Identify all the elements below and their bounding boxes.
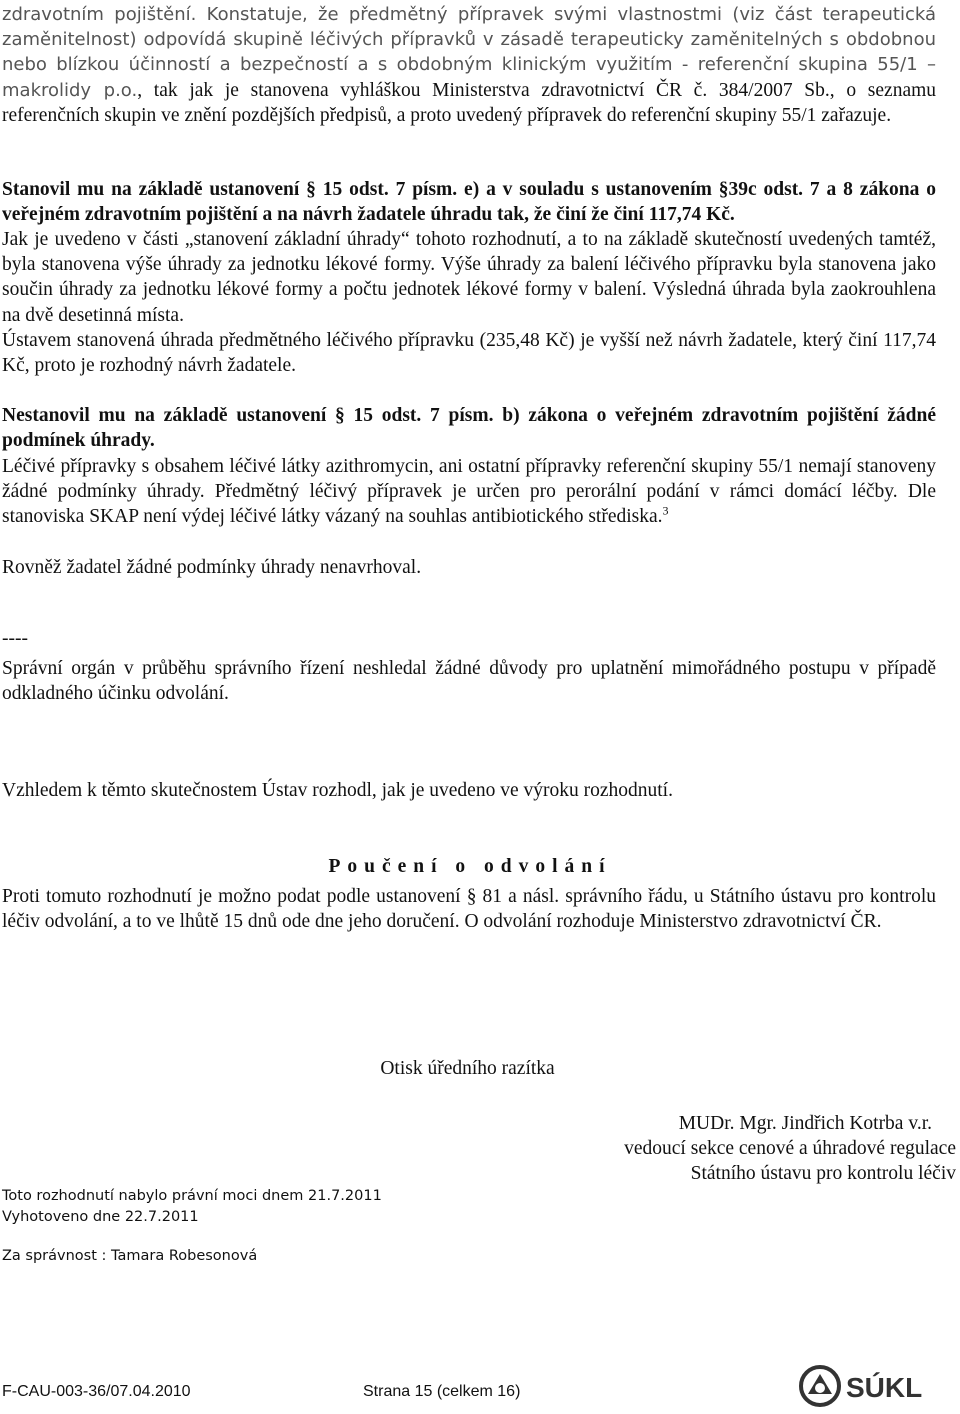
footnote-ref: 3	[662, 503, 669, 518]
form-code: F-CAU-003-36/07.04.2010	[2, 1383, 191, 1400]
stanovil-body-2: Ústavem stanovená úhrada předmětného léčivého přípravku (235,48 Kč) je vyšší než návrh žadatele, který činí 117,74 Kč, proto je rozhodný návrh žadatele.	[2, 330, 936, 377]
legal-effect-date: Toto rozhodnutí nabylo právní moci dnem 21.7.2011	[2, 1188, 382, 1204]
vzhledem-paragraph: Vzhledem k těmto skutečnostem Ústav rozhodl, jak je uvedeno ve výroku rozhodnutí.	[2, 779, 673, 801]
stanovil-heading-part-a: Stanovil mu na základě ustanovení	[2, 179, 307, 200]
nestanovil-body-1	[2, 454, 936, 530]
nestanovil-body-1-text: Léčivé přípravky s obsahem léčivé látky azithromycin, ani ostatní přípravky referenční skupiny 55/1 nemají stanoveny žádné podmínky úhrady. Předmětný léčivý přípravek je určen pro perorální podání v rámci domácí léčby. Dle stanoviska SKAP není výdej léčivé látky vázaný na souhlas antibiotického střediska.	[2, 456, 936, 528]
sukl-logo-wordmark: SÚKL	[846, 1372, 923, 1403]
stanovil-heading	[2, 177, 936, 227]
nestanovil-heading	[2, 403, 936, 453]
separator: ----	[2, 627, 28, 649]
correctness-note: Za správnost : Tamara Robesonová	[2, 1248, 258, 1264]
section-sign: §	[335, 405, 345, 426]
stanovil-heading-part-c: 39c odst. 7 a 8 zákona o veřejném zdravotním pojištění a na návrh žadatele úhradu tak, že činí že činí 117,74 Kč.	[2, 179, 937, 226]
page-number: Strana 15 (celkem 16)	[363, 1383, 521, 1400]
section-sign: §	[306, 179, 316, 200]
reference-group-text-rest: , tak jak je stanovena vyhláškou Ministerstva zdravotnictví ČR č. 384/2007 Sb., o seznamu referenčních skupin ve znění pozdějších předpisů, a proto uvedený přípravek do referenční skupiny 55/1 zařazuje.	[2, 79, 937, 126]
pouceni-title: Poučení o odvolání	[328, 855, 612, 877]
signature-block	[624, 1111, 956, 1187]
issued-date: Vyhotoveno dne 22.7.2011	[2, 1209, 199, 1225]
stanovil-heading-part-b: 15 odst. 7 písm. e) a v souladu s ustanovením	[315, 179, 719, 200]
nestanovil-heading-part-b: 15 odst. 7 písm. b) zákona o veřejném zdravotním pojištění žádné podmínek úhrady.	[2, 405, 936, 452]
stamp-placeholder: Otisk úředního razítka	[380, 1057, 555, 1079]
reference-group-paragraph	[2, 2, 936, 128]
reference-group-text-a: zdravotním pojištění.	[2, 4, 197, 25]
spravni-paragraph: Správní orgán v průběhu správního řízení neshledal žádné důvody pro uplatnění mimořádného postupu v případě odkladného účinku odvolání.	[2, 658, 936, 705]
sukl-logo-icon	[801, 1367, 839, 1405]
sukl-logo	[798, 1364, 943, 1408]
nestanovil-heading-part-a: Nestanovil mu na základě ustanovení	[2, 405, 336, 426]
signatory-org: Státního ústavu pro kontrolu léčiv	[690, 1163, 956, 1185]
pouceni-text: Proti tomuto rozhodnutí je možno podat podle ustanovení § 81 a násl. správního řádu, u Státního ústavu pro kontrolu léčiv odvolání, a to ve lhůtě 15 dnů ode dne jeho doručení. O odvolání rozhoduje Ministerstvo zdravotnictví ČR.	[2, 886, 936, 933]
nestanovil-body-2: Rovněž žadatel žádné podmínky úhrady nenavrhoval.	[2, 557, 422, 578]
stanovil-body-1: Jak je uvedeno v části „stanovení základní úhrady“ tohoto rozhodnutí, a to na základě skutečností uvedených tamtéž, byla stanovena výše úhrady za jednotku lékové formy. Výše úhrady za balení léčivého přípravku byla stanovena jako součin úhrady za jednotku lékové formy a počtu jednotek lékové formy v balení. Výsledná úhrada byla zaokrouhlena na dvě desetinná místa.	[2, 229, 936, 326]
signatory-role: vedoucí sekce cenové a úhradové regulace	[624, 1138, 956, 1160]
reference-group-text-b: Konstatuje, že předmětný přípravek svými vlastnostmi (viz část terapeutická zaměnitelnost) odpovídá skupině léčivých přípravků v zásadě terapeuticky zaměnitelných s obdobnou nebo blízkou účinností a bezpečností a s obdobným klinickým využitím - referenční skupina 55/1 – makrolidy p.o.	[2, 4, 937, 101]
signatory-name: MUDr. Mgr. Jindřich Kotrba v.r.	[678, 1113, 932, 1134]
section-sign: §	[718, 179, 729, 200]
